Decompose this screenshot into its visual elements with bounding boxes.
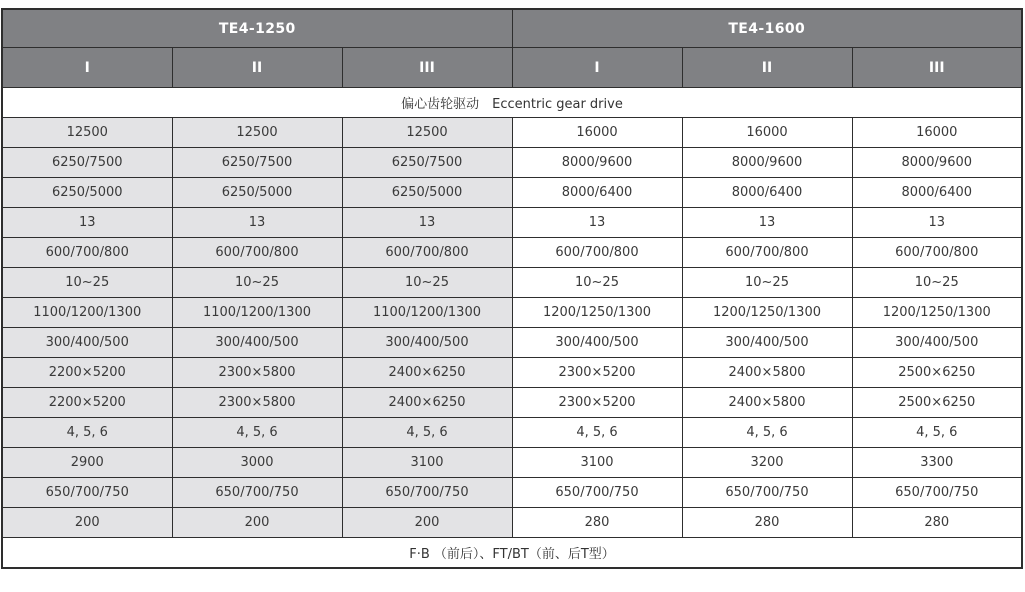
data-cell: 650/700/750 (2, 478, 172, 508)
data-cell: 1200/1250/1300 (512, 298, 682, 328)
data-cell: 1100/1200/1300 (342, 298, 512, 328)
footer-row (2, 538, 1022, 569)
table-row (2, 178, 1022, 208)
data-cell: 600/700/800 (2, 238, 172, 268)
data-cell: 8000/6400 (512, 178, 682, 208)
table-row (2, 388, 1022, 418)
data-cell: 200 (2, 508, 172, 538)
data-cell: 2400×6250 (342, 388, 512, 418)
data-cell: 4, 5, 6 (682, 418, 852, 448)
data-cell: 4, 5, 6 (852, 418, 1022, 448)
data-cell: 6250/5000 (2, 178, 172, 208)
data-cell: 200 (342, 508, 512, 538)
table-row (2, 268, 1022, 298)
table-row (2, 118, 1022, 148)
data-cell: 650/700/750 (682, 478, 852, 508)
data-cell: 3000 (172, 448, 342, 478)
data-cell: 3100 (512, 448, 682, 478)
data-cell: 2300×5800 (172, 388, 342, 418)
subcolumn-header-1600-iii: III (852, 48, 1022, 88)
footer-label: F·B （前后）、FT/BT（前、后T型） (2, 538, 1022, 569)
data-cell: 3200 (682, 448, 852, 478)
data-cell: 280 (512, 508, 682, 538)
data-cell: 650/700/750 (172, 478, 342, 508)
table-row (2, 478, 1022, 508)
data-cell: 4, 5, 6 (342, 418, 512, 448)
data-cell: 2400×6250 (342, 358, 512, 388)
data-cell: 13 (852, 208, 1022, 238)
data-cell: 3100 (342, 448, 512, 478)
data-cell: 650/700/750 (342, 478, 512, 508)
table-row (2, 358, 1022, 388)
data-cell: 10~25 (342, 268, 512, 298)
data-cell: 280 (852, 508, 1022, 538)
data-cell: 2500×6250 (852, 358, 1022, 388)
data-cell: 10~25 (2, 268, 172, 298)
subcolumn-header-row (2, 48, 1022, 88)
data-cell: 300/400/500 (2, 328, 172, 358)
table-row (2, 208, 1022, 238)
subcolumn-header-1600-ii: II (682, 48, 852, 88)
data-cell: 2200×5200 (2, 358, 172, 388)
group-header-te4-1600: TE4-1600 (512, 9, 1022, 48)
table-row (2, 418, 1022, 448)
data-cell: 2500×6250 (852, 388, 1022, 418)
data-cell: 650/700/750 (852, 478, 1022, 508)
table-row (2, 328, 1022, 358)
data-cell: 6250/5000 (172, 178, 342, 208)
data-cell: 13 (342, 208, 512, 238)
data-cell: 16000 (852, 118, 1022, 148)
data-cell: 2400×5800 (682, 388, 852, 418)
footer-section (2, 538, 1022, 569)
data-cell: 2300×5200 (512, 358, 682, 388)
data-cell: 2900 (2, 448, 172, 478)
data-cell: 16000 (682, 118, 852, 148)
group-header-te4-1250: TE4-1250 (2, 9, 512, 48)
drive-type-section (2, 88, 1022, 118)
subcolumn-header-1250-ii: II (172, 48, 342, 88)
data-cell: 10~25 (852, 268, 1022, 298)
data-cell: 2300×5200 (512, 388, 682, 418)
drive-type-label: 偏心齿轮驱动 Eccentric gear drive (2, 88, 1022, 118)
data-cell: 3300 (852, 448, 1022, 478)
data-cell: 200 (172, 508, 342, 538)
data-cell: 10~25 (682, 268, 852, 298)
data-cell: 1200/1250/1300 (852, 298, 1022, 328)
data-cell: 16000 (512, 118, 682, 148)
table-row (2, 148, 1022, 178)
subcolumn-header-1250-i: I (2, 48, 172, 88)
data-cell: 600/700/800 (342, 238, 512, 268)
table-body (2, 118, 1022, 538)
data-cell: 300/400/500 (852, 328, 1022, 358)
data-cell: 12500 (172, 118, 342, 148)
data-cell: 4, 5, 6 (2, 418, 172, 448)
data-cell: 300/400/500 (682, 328, 852, 358)
subcolumn-header-1250-iii: III (342, 48, 512, 88)
data-cell: 600/700/800 (172, 238, 342, 268)
data-cell: 1100/1200/1300 (172, 298, 342, 328)
table-header (2, 9, 1022, 88)
data-cell: 10~25 (172, 268, 342, 298)
data-cell: 6250/7500 (342, 148, 512, 178)
data-cell: 1200/1250/1300 (682, 298, 852, 328)
data-cell: 2200×5200 (2, 388, 172, 418)
data-cell: 6250/5000 (342, 178, 512, 208)
data-cell: 300/400/500 (512, 328, 682, 358)
drive-type-row (2, 88, 1022, 118)
data-cell: 13 (512, 208, 682, 238)
data-cell: 8000/9600 (512, 148, 682, 178)
data-cell: 650/700/750 (512, 478, 682, 508)
data-cell: 6250/7500 (172, 148, 342, 178)
data-cell: 4, 5, 6 (172, 418, 342, 448)
group-header-row (2, 9, 1022, 48)
data-cell: 2300×5800 (172, 358, 342, 388)
data-cell: 8000/6400 (852, 178, 1022, 208)
data-cell: 10~25 (512, 268, 682, 298)
data-cell: 13 (682, 208, 852, 238)
data-cell: 2400×5800 (682, 358, 852, 388)
data-cell: 8000/6400 (682, 178, 852, 208)
data-cell: 12500 (342, 118, 512, 148)
data-cell: 13 (2, 208, 172, 238)
table-row (2, 298, 1022, 328)
subcolumn-header-1600-i: I (512, 48, 682, 88)
data-cell: 300/400/500 (342, 328, 512, 358)
data-cell: 4, 5, 6 (512, 418, 682, 448)
data-cell: 280 (682, 508, 852, 538)
spec-table (1, 8, 1023, 569)
data-cell: 1100/1200/1300 (2, 298, 172, 328)
data-cell: 600/700/800 (852, 238, 1022, 268)
data-cell: 600/700/800 (682, 238, 852, 268)
data-cell: 13 (172, 208, 342, 238)
data-cell: 6250/7500 (2, 148, 172, 178)
data-cell: 8000/9600 (682, 148, 852, 178)
data-cell: 12500 (2, 118, 172, 148)
table-row (2, 508, 1022, 538)
data-cell: 600/700/800 (512, 238, 682, 268)
data-cell: 8000/9600 (852, 148, 1022, 178)
table-row (2, 448, 1022, 478)
data-cell: 300/400/500 (172, 328, 342, 358)
table-row (2, 238, 1022, 268)
